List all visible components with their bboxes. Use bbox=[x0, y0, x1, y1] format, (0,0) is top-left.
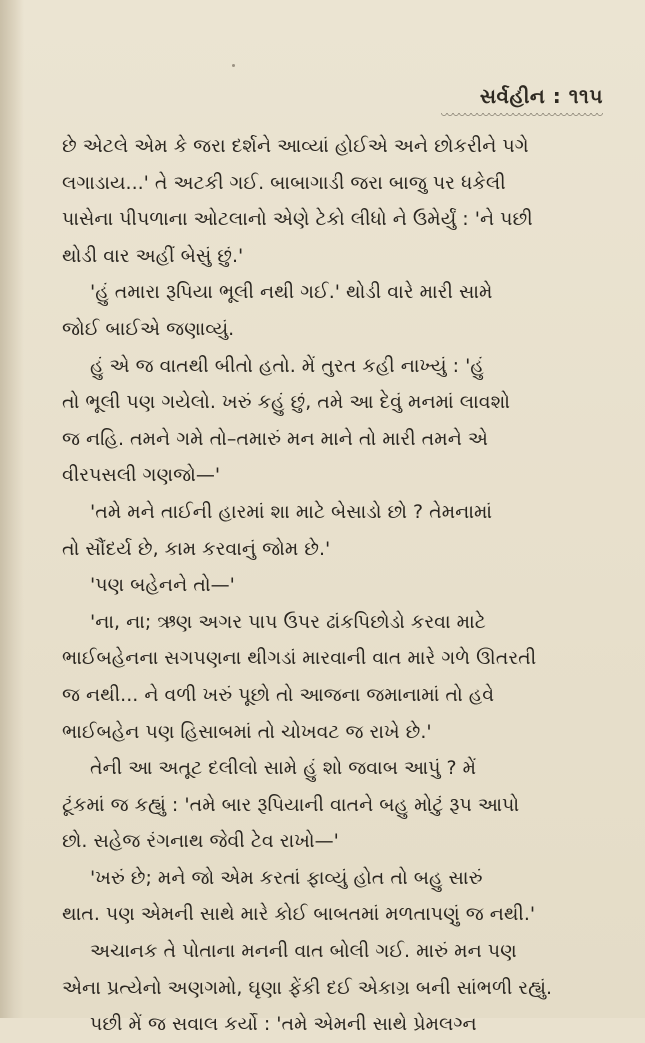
text-line: જોઈ બાઈએ જણાવ્યું. bbox=[62, 317, 235, 340]
paper-speck bbox=[232, 64, 235, 67]
text-line: પછી મેં જ સવાલ કર્યો : 'તમે એમની સાથે પ્રેમલગ્ન bbox=[90, 1013, 477, 1036]
text-line: છો. સહેજ રંગનાથ જેવી ટેવ રાખો—' bbox=[62, 830, 339, 853]
text-line: અચાનક તે પોતાના મનની વાત બોલી ગઈ. મારું મન પણ bbox=[90, 940, 517, 963]
text-line: ભાઈબહેન પણ હિસાબમાં તો ચોખવટ જ રાખે છે.' bbox=[62, 720, 432, 743]
paragraph bbox=[62, 348, 610, 494]
text-line: પાસેના પીપળાના ઓટલાનો એણે ટેકો લીધો ને ઉમેર્યું : 'ને પછી bbox=[62, 208, 533, 231]
page-body-text bbox=[62, 128, 610, 1043]
text-line: તો ભૂલી પણ ગયેલો. ખરું કહું છું, તમે આ દેવું મનમાં લાવશો bbox=[62, 391, 510, 414]
paragraph bbox=[62, 860, 610, 933]
text-line: થાત. પણ એમની સાથે મારે કોઈ બાબતમાં મળતાપણું જ નથી.' bbox=[62, 903, 536, 926]
header-wavy-underline bbox=[441, 113, 603, 119]
text-line: તો સૌંદર્ય છે, કામ કરવાનું જોમ છે.' bbox=[62, 537, 331, 560]
text-line: થોડી વાર અહીં બેસું છું.' bbox=[62, 244, 244, 267]
paragraph bbox=[62, 750, 610, 860]
paragraph bbox=[62, 494, 610, 567]
paragraph bbox=[62, 1006, 610, 1043]
page-gutter-shadow bbox=[0, 0, 24, 1018]
paragraph bbox=[62, 604, 610, 750]
text-line: લગાડાય...' તે અટકી ગઈ. બાબાગાડી જરા બાજુ પર ધકેલી bbox=[62, 171, 506, 194]
text-line: 'હું તમારા રૂપિયા ભૂલી નથી ગઈ.' થોડી વારે મારી સામે bbox=[90, 281, 493, 304]
text-line: 'ના, ના; ઋણ અગર પાપ ઉપર ઢાંકપિછોડો કરવા માટે bbox=[90, 610, 486, 633]
running-header: સર્વહીન : ૧૧૫ bbox=[479, 84, 603, 108]
text-line: 'તમે મને તાઈની હારમાં શા માટે બેસાડો છો ? તેમનામાં bbox=[90, 500, 493, 523]
text-line: ટૂંકમાં જ કહ્યું : 'તમે બાર રૂપિયાની વાતને બહુ મોટું રૂપ આપો bbox=[62, 793, 520, 816]
text-line: જ નહિ. તમને ગમે તો–તમારું મન માને તો મારી તમને એ bbox=[62, 427, 488, 450]
text-line: હું એ જ વાતથી બીતો હતો. મેં તુરત કહી નાખ્યું : 'હું bbox=[90, 354, 484, 377]
text-line: છે એટલે એમ કે જરા દર્શને આવ્યાં હોઈએ અને છોકરીને પગે bbox=[62, 135, 529, 157]
paragraph bbox=[62, 274, 610, 347]
text-line: ભાઈબહેનના સગપણના થીગડાં મારવાની વાત મારે ગળે ઊતરતી bbox=[62, 647, 537, 670]
paragraph bbox=[62, 567, 610, 604]
text-line: 'ખરું છે; મને જો એમ કરતાં ફાવ્યું હોત તો બહુ સારું bbox=[90, 866, 483, 889]
paragraph bbox=[62, 933, 610, 1006]
text-line: તેની આ અતૂટ દલીલો સામે હું શો જવાબ આપું ? મેં bbox=[90, 757, 477, 780]
text-line: વીરપસલી ગણજો—' bbox=[62, 464, 221, 487]
text-line: જ નથી... ને વળી ખરું પૂછો તો આજના જમાનામાં તો હવે bbox=[62, 683, 495, 706]
text-line: એના પ્રત્યેનો અણગમો, ઘૃણા ફેંકી દઈ એકાગ્ર બની સાંભળી રહ્યું. bbox=[62, 976, 553, 999]
text-line: 'પણ બહેનને તો—' bbox=[90, 574, 235, 597]
paragraph bbox=[62, 128, 610, 274]
